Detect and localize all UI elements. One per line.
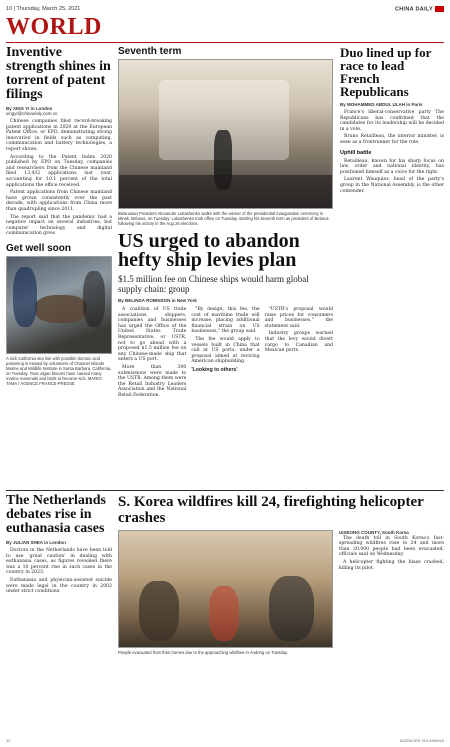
middle-column — [118, 46, 333, 401]
brand-name: CHINA DAILY — [394, 6, 433, 13]
footer-left: 10 — [6, 738, 11, 743]
left-photo-kicker: Get well soon — [6, 242, 72, 254]
volunteer-shape — [13, 267, 37, 327]
section-divider — [6, 42, 444, 43]
bottom-mid-headline[interactable]: S. Korea wildfires kill 24, firefighting helicopter crashes — [118, 494, 424, 526]
volunteer-shape — [83, 271, 105, 327]
left-paragraph: Patent applications from Chinese mainland have grown consistently over the past decade, with applications from China more than quadrupling since 2011. — [6, 190, 112, 212]
person-shape — [139, 581, 179, 641]
section-title: WORLD — [6, 14, 102, 40]
bottom-mid-paragraph: A helicopter fighting the blaze crashed, killing its pilot. — [339, 559, 444, 571]
wildfire-photo — [118, 530, 333, 648]
bottom-mid-content — [118, 530, 444, 655]
middle-photo-kicker: Seventh term — [118, 46, 182, 57]
bottom-divider — [6, 490, 444, 491]
left-body — [6, 119, 112, 237]
right-body-2 — [340, 159, 444, 195]
page-number: 10 — [6, 6, 13, 12]
bottom-mid-photo-wrap — [118, 530, 333, 655]
left-headline[interactable]: Inventive strength shines in torrent of patent filings — [6, 45, 111, 102]
middle-paragraph: A coalition of US trade associations, shippers, companies and businesses has urged the Office of the United States Trade Representative, or USTR, not to go ahead with a proposed $1.5 million fee on any Chinese-made ship that enters a US port. — [118, 307, 187, 363]
middle-body-col — [191, 307, 259, 401]
middle-subhead: 'Looking to others' — [191, 366, 238, 373]
left-paragraph: Chinese companies filed record-breaking patent applications in 2020 at the European Patent Office, or EPO, demonstrating strong innovation in fields such as computing, communication and battery technologies, a report shows. — [6, 119, 112, 152]
person-shape — [209, 586, 239, 641]
bottom-mid-story — [118, 494, 444, 655]
middle-paragraph: Industry groups warned that the levy would divert cargo to Canadian and Mexican ports. — [264, 331, 333, 354]
middle-headline[interactable]: US urged to abandon hefty ship levies plan — [118, 230, 300, 271]
sea-lion-shape — [35, 295, 87, 323]
page-date: Thursday, March 25, 2021 — [16, 6, 81, 12]
middle-byline: By BELINDA ROBINSON in New York — [118, 298, 197, 303]
footer-right: AGENCIES VIA XINHUA — [399, 738, 444, 743]
bottom-left-story — [6, 494, 112, 597]
right-paragraph: France's liberal-conservative party The Republicans has confirmed that the candidates for its leadership will be decided in a vote. — [340, 110, 444, 132]
page-meta: 10 | Thursday, March 25, 2021 — [6, 6, 81, 12]
inauguration-photo — [118, 59, 333, 209]
middle-paragraph: More than 300 submissions were made to the USTR. Among them were the Retail Industry Leaders Association and the National Retail Federation. — [118, 364, 187, 398]
crowd-shape — [119, 175, 333, 209]
middle-paragraph: "By design, this fee, the cost of maritime trade will increase, placing additional financial strain on US businesses," the group said. — [191, 307, 260, 335]
left-photo-caption: A sick California sea lion with possible domoic acid poisoning is treated by volunteers of Channel Islands Marine and Wildlife Institute in Santa Barbara, California, on Tuesday. Toxic algae blooms have caused many marine mammals and birds to become sick. MARIO TAMA / AGENCE FRANCE-PRESSE — [6, 355, 112, 386]
middle-body-col — [118, 307, 186, 401]
left-column — [6, 46, 112, 386]
middle-photo-caption: Belarusian President Alexander Lukashenko walks with the winner of the presidential inauguration ceremony in Minsk. Belarus, on Tuesday. Lukashenko took office on Tuesday, starting his seventh term as president of Belarus following his victory in the Aug 26 elections. — [118, 211, 329, 226]
right-paragraph: Bruno Retailleau, the interior minister, is seen as a frontrunner for the role. — [340, 134, 444, 145]
right-paragraph: Laurent Wauquiez, head of the party's group in the National Assembly, is the other contender. — [340, 177, 444, 194]
right-headline[interactable]: Duo lined up for race to lead French Republicans — [340, 45, 432, 99]
brand-logo-icon — [435, 6, 444, 12]
right-paragraph: Retailleau, known for his sharp focus on law, order and national identity, has positioned himself as a voice for the right. — [340, 158, 444, 175]
sea-lion-photo — [6, 256, 112, 354]
bottom-left-paragraph: Euthanasia and physician-assisted suicide were made legal in the country in 2002 under strict conditions. — [6, 577, 112, 595]
person-shape — [269, 576, 314, 641]
brand — [395, 6, 444, 12]
middle-deck: $1.5 million fee on Chinese ships would harm global supply chain: group — [118, 274, 309, 294]
bottom-mid-byline: UISEONG COUNTY, South Korea — [339, 530, 409, 535]
right-subhead: Uphill battle — [340, 149, 372, 156]
left-byline — [6, 106, 112, 116]
right-byline: By MOHAMMED ABDUL ULAH in Paris — [340, 102, 423, 107]
bottom-left-byline: By JULIAN SHEA in London — [6, 540, 66, 545]
left-byline-name: By XING YI in London — [6, 106, 53, 111]
bottom-left-body — [6, 548, 112, 595]
page-footer — [6, 738, 444, 744]
left-paragraph: According to the Patent Index 2020 published by EPO on Tuesday, companies and researchers from the Chinese mainland filed 13,432 applications last year, accounting for 10.1 percent of the total applications the office received. — [6, 154, 112, 188]
left-paragraph: The report said that the pandemic had a negative impact on several industries, but computer technology and digital communication grew. — [6, 214, 112, 237]
bottom-left-paragraph: Doctors in the Netherlands have been told to use 'great caution' in dealing with euthanasia cases, as figures revealed there was a 10 percent rise in such cases in the country in 2023. — [6, 548, 112, 576]
right-body — [340, 110, 444, 146]
middle-paragraph: The fee would apply to vessels built in China that call at US ports, under a proposal aimed at reviving American shipbuilding. — [191, 336, 260, 365]
page-header — [6, 4, 444, 14]
bottom-left-headline[interactable]: The Netherlands debates rise in euthanasia cases — [6, 493, 106, 536]
bottom-mid-paragraph: The death toll in South Korea's fast-spreading wildfires rose to 24 and more than 20,000 people had been evacuated, officials said on Wednesday. — [339, 535, 444, 558]
middle-body-col — [265, 307, 333, 401]
left-byline-email: xingyi@chinadaily.com.cn — [6, 111, 58, 116]
middle-body — [118, 307, 333, 401]
middle-paragraph: "USTR's proposal would raise prices for consumers and businesses," the statement said. — [264, 307, 333, 329]
bottom-mid-body — [339, 530, 444, 655]
bottom-mid-photo-caption: People evacuated from their homes due to the approaching wildfires in Andong on Tuesday. — [118, 650, 288, 655]
right-column — [340, 46, 444, 196]
